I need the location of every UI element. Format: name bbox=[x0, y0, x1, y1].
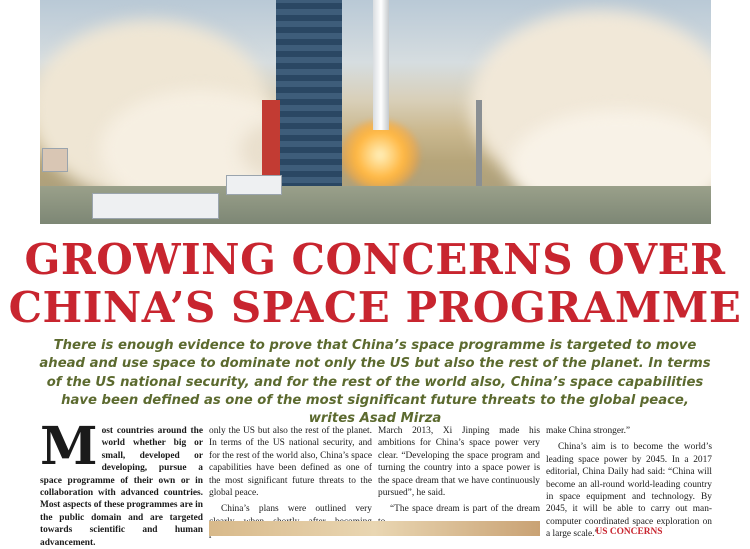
article-body bbox=[40, 416, 712, 548]
section-subhead: US CONCERNS bbox=[595, 527, 663, 537]
article-column-1 bbox=[40, 416, 203, 549]
headline-line-1: GROWING CONCERNS OVER bbox=[24, 235, 726, 284]
column-3-paragraph-2: “The space dream is part of the dream bbox=[390, 504, 540, 515]
drop-cap: M bbox=[40, 416, 98, 477]
column-3-paragraph-1: March 2013, Xi Jinping made his ambitions for China’s space power very clear. “Developing the space program and turning the country into a space power is the space dream that we have continuously pursued”, he said. bbox=[378, 426, 540, 499]
article-column-3 bbox=[378, 425, 540, 532]
rocket-launch-photo bbox=[40, 0, 711, 224]
inset-photo bbox=[209, 521, 540, 536]
standfirst: There is enough evidence to prove that China’s space programme is targeted to move ahead and use space to dominate not only the US but also the rest of the planet. In terms of the US national security, and for the rest of the world also, China’s space capabilities have been defined as one of the most significant future threats to the global peace, writes Asad Mirza bbox=[39, 338, 711, 427]
column-1-text: ost countries around the world whether big or small, developed or developing, pursue a space programme of their own or in collaboration with advanced countries. Most aspects of these programmes are in the public domain and are targeted towards scientific and human advancement. bbox=[40, 426, 203, 548]
column-2-paragraph-1: only the US but also the rest of the planet. In terms of the US national security, and for the rest of the world also, China’s space capabilities have been defined as one of the most significant future threats to the global peace. bbox=[209, 426, 372, 499]
headline-line-2: CHINA’S SPACE PROGRAMME bbox=[8, 283, 742, 332]
column-4-paragraph-1: make China stronger.” bbox=[546, 426, 631, 436]
column-4-paragraph-2: China’s aim is to become the world’s leading space power by 2045. In a 2017 editorial, China Daily had said: “China will become an all-round world-leading country in space equipment and technology. By 2045, it will be able to carry out man-computer coordinated space exploration on a large scale.” bbox=[546, 442, 712, 540]
column-2-paragraph-2: China’s plans were outlined very bbox=[221, 504, 372, 515]
